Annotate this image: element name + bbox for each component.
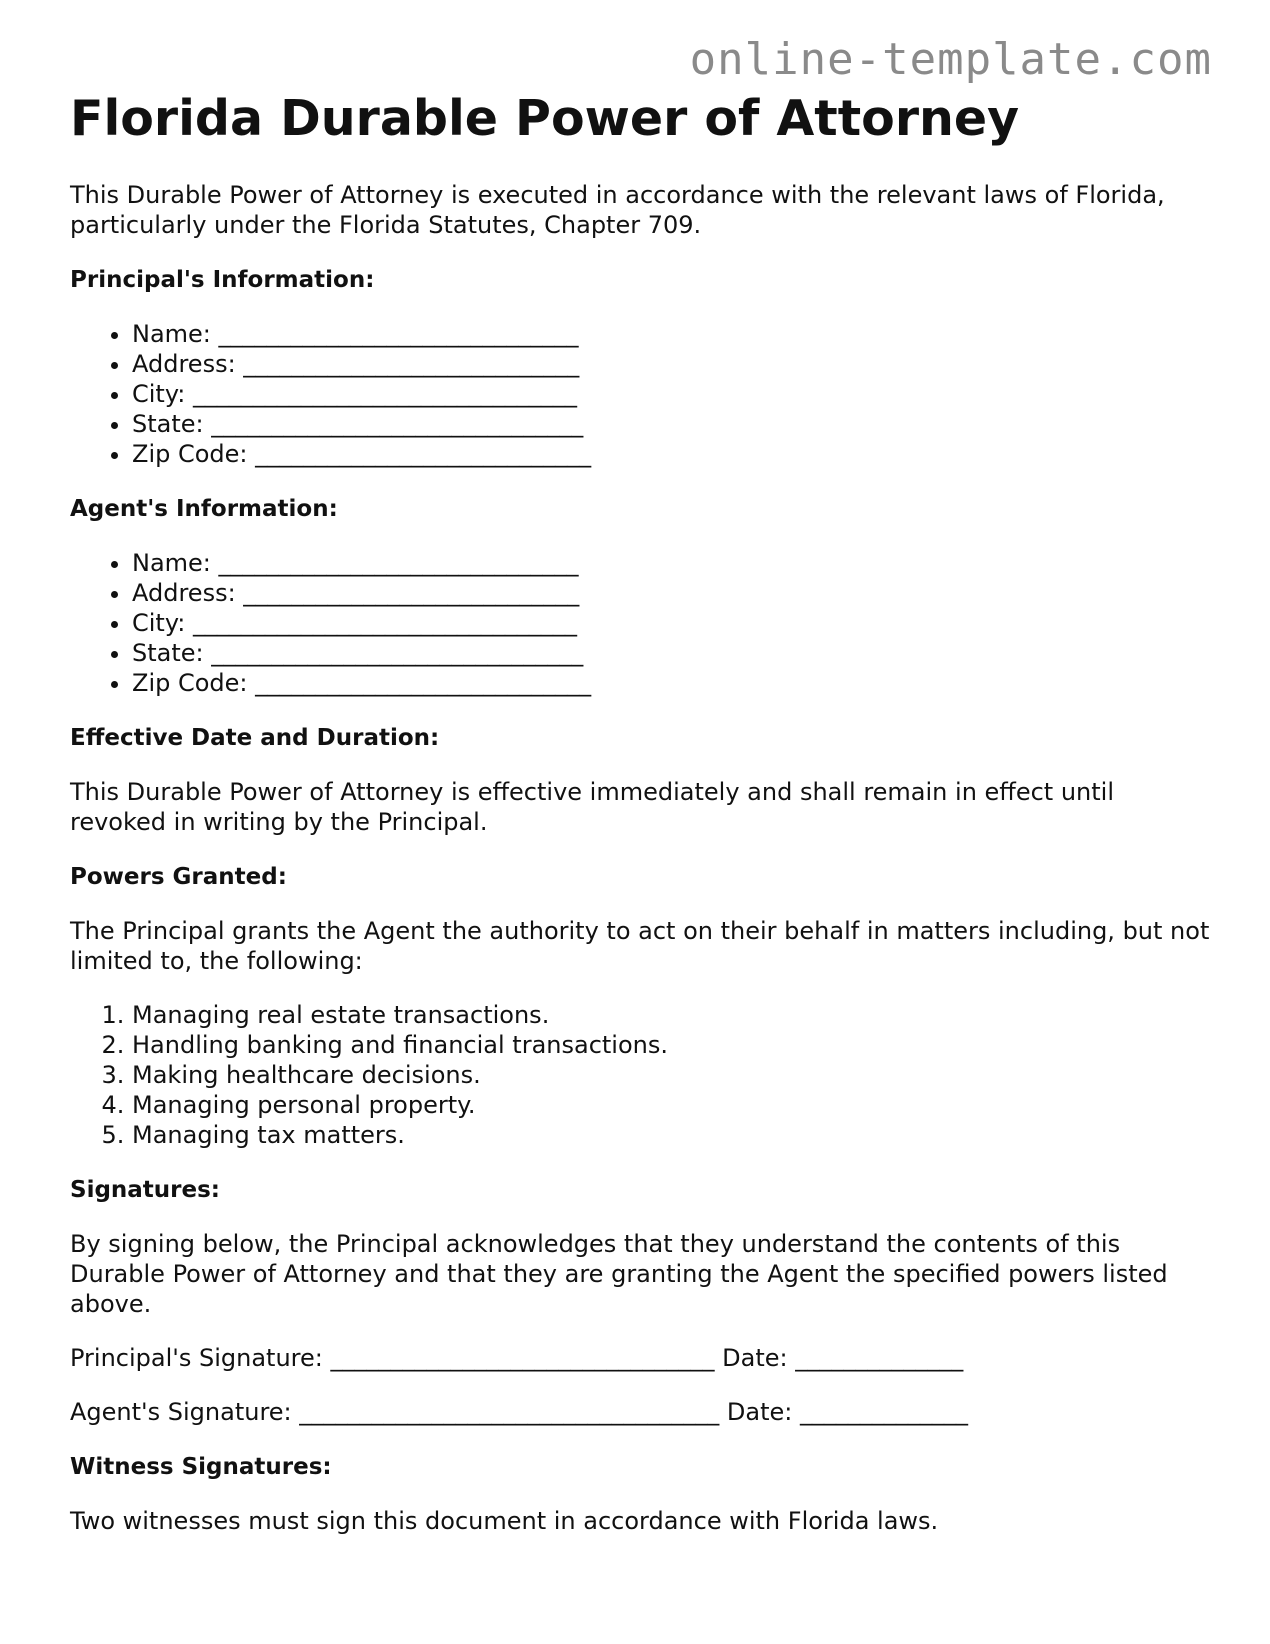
principal-zip-field[interactable]: • Zip Code: ____________________________ — [132, 439, 1210, 469]
document-title: Florida Durable Power of Attorney — [70, 90, 1020, 147]
principal-name-field[interactable]: • Name: ______________________________ — [132, 319, 1210, 349]
principal-city-field[interactable]: • City: ________________________________ — [132, 379, 1210, 409]
agent-zip-field[interactable]: • Zip Code: ____________________________ — [132, 668, 1210, 698]
powers-list — [70, 1000, 1210, 1150]
agent-signature-line[interactable]: Agent's Signature: ___________________________________ Date: ______________ — [70, 1398, 968, 1426]
power-item: 4. Managing personal property. — [132, 1090, 1210, 1120]
watermark: online-template.com — [689, 34, 1212, 85]
witness-paragraph: Two witnesses must sign this document in accordance with Florida laws. — [70, 1507, 939, 1535]
principal-state-field[interactable]: • State: _______________________________ — [132, 409, 1210, 439]
principal-heading: Principal's Information: — [70, 267, 375, 293]
power-item: 1. Managing real estate transactions. — [132, 1000, 1210, 1030]
effective-heading: Effective Date and Duration: — [70, 725, 440, 751]
principal-address-field[interactable]: • Address: ____________________________ — [132, 349, 1210, 379]
agent-state-field[interactable]: • State: _______________________________ — [132, 638, 1210, 668]
powers-heading: Powers Granted: — [70, 864, 287, 890]
agent-field-list — [70, 548, 1210, 698]
power-item: 5. Managing tax matters. — [132, 1120, 1210, 1150]
intro-paragraph: This Durable Power of Attorney is executed in accordance with the relevant laws of Florida, particularly under the Florida Statutes, Chapter 709. — [70, 181, 1165, 239]
powers-paragraph: The Principal grants the Agent the authority to act on their behalf in matters including, but not limited to, the following: — [70, 917, 1210, 975]
agent-name-field[interactable]: • Name: ______________________________ — [132, 548, 1210, 578]
effective-paragraph: This Durable Power of Attorney is effective immediately and shall remain in effect until revoked in writing by the Principal. — [70, 778, 1114, 836]
power-item: 2. Handling banking and financial transactions. — [132, 1030, 1210, 1060]
agent-address-field[interactable]: • Address: ____________________________ — [132, 578, 1210, 608]
power-item: 3. Making healthcare decisions. — [132, 1060, 1210, 1090]
principal-field-list — [70, 319, 1210, 469]
agent-heading: Agent's Information: — [70, 496, 338, 522]
agent-city-field[interactable]: • City: ________________________________ — [132, 608, 1210, 638]
witness-heading: Witness Signatures: — [70, 1454, 332, 1480]
signatures-heading: Signatures: — [70, 1177, 221, 1203]
signatures-paragraph: By signing below, the Principal acknowledges that they understand the contents of this Durable Power of Attorney and that they are granting the Agent the specified powers listed above. — [70, 1230, 1168, 1318]
principal-signature-line[interactable]: Principal's Signature: ________________________________ Date: ______________ — [70, 1344, 964, 1372]
document-page — [70, 88, 1210, 1536]
